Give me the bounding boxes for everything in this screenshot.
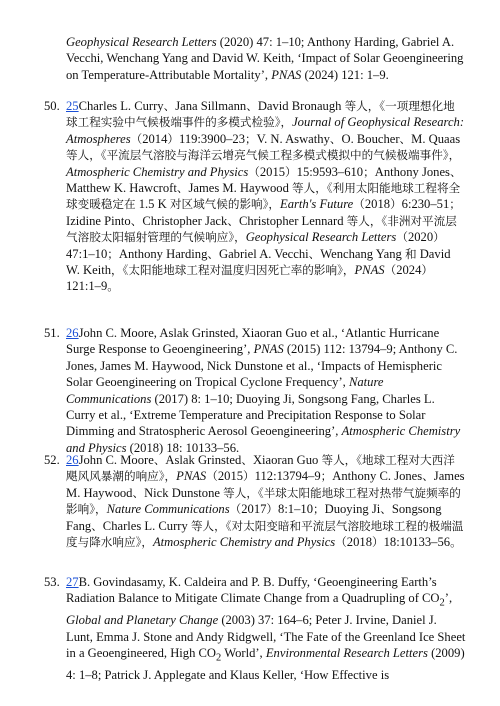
endnote-link[interactable]: 27 [66, 575, 79, 589]
entry-number: 50. [44, 99, 60, 113]
endnote-link[interactable]: 26 [66, 453, 79, 467]
entry-text: 26John C. Moore, Aslak Grinsted, Xiaoran Guo et al., ‘Atlantic Hurricane Surge Response to Geoengineering’, PNAS (2015) 112: 13794–9; Anthony C. Jones, James M. Haywood, Nick Dunstone et al., ‘Impacts of Hemispheric Solar Geoengineering on Tropical Cyclone Frequency’, Nature Communications (2017) 8: 1–10; Duoying Ji, Songsong Fang, Charles L. Curry et al., ‘Extreme Temperature and Precipitation Response to Solar Dimming and Stratospheric Aerosol Geoengineering’, Atmospheric Chemistry and Physics (2018) 18: 10133–56. [66, 326, 461, 455]
entry-number: 51. [44, 326, 60, 340]
entry-number: 53. [44, 575, 60, 589]
entry-text: 26John C. Moore、Aslak Grinsted、Xiaoran Guo 等人，《地球工程对大西洋飓风风暴潮的响应》，PNAS（2015）112:13794–9；Anthony C. Jones、James M. Haywood、Nick Dunstone 等人，《半球太阳能地球工程对热带气旋频率的影响》，Nature Communications（2017）8:1–10；Duoying Ji、Songsong Fang、Charles L. Curry 等人，《对太阳变暗和平流层气溶胶地球工程的极端温度与降水响应》，Atmospheric Chemistry and Physics（2018）18:10133–56。 [66, 453, 465, 550]
continuation-text: Geophysical Research Letters (2020) 47: 1–10; Anthony Harding, Gabriel A. Vecchi, Wenchang Yang and David W. Keith, ‘Impact of Solar Geoengineering on Temperature-Attributable Mortality’, PNAS (2024) 121: 1–9. [66, 35, 464, 82]
endnote-link[interactable]: 25 [66, 99, 79, 113]
entry-number: 52. [44, 453, 60, 467]
endnote-link[interactable]: 26 [66, 326, 79, 340]
entry-text: 25Charles L. Curry、Jana Sillmann、David Bronaugh 等人，《一项理想化地球工程实验中气候极端事件的多模式检验》，Journal of Geophysical Research: Atmospheres（2014）119:3900–23；V. N. Aswathy、O. Boucher、M. Quaas 等人，《平流层气溶胶与海洋云增亮气候工程多模式模拟中的气候极端事件》，Atmospheric Chemistry and Physics（2015）15:9593–610；Anthony Jones、Matthew K. Hawcroft、James M. Haywood 等人，《利用太阳能地球工程将全球变暖稳定在 1.5 K 对区域气候的影响》，Earth's Future（2018）6:230–51；Izidine Pinto、Christopher Jack、Christopher Lennard 等人，《非洲对平流层气溶胶太阳辐射管理的气候响应》，Geophysical Research Letters（2020）47:1–10；Anthony Harding、Gabriel A. Vecchi、Wenchang Yang 和 David W. Keith，《太阳能地球工程对温度归因死亡率的影响》，PNAS（2024）121:1–9。 [66, 99, 465, 294]
entry-text: 27B. Govindasamy, K. Caldeira and P. B. Duffy, ‘Geoengineering Earth’s Radiation Balance to Mitigate Climate Change from a Quadrupling of $CO_2$’, Global and Planetary Change (2003) 37: 164–6; Peter J. Irvine, Daniel J. Lunt, Emma J. Stone and Andy Ridgwell, ‘The Fate of the Greenland Ice Sheet in a Geoengineered, High $CO_2$ World’, Environmental Research Letters (2009) 4: 1–8; Patrick J. Applegate and Klaus Keller, ‘How Effective is [66, 575, 466, 683]
